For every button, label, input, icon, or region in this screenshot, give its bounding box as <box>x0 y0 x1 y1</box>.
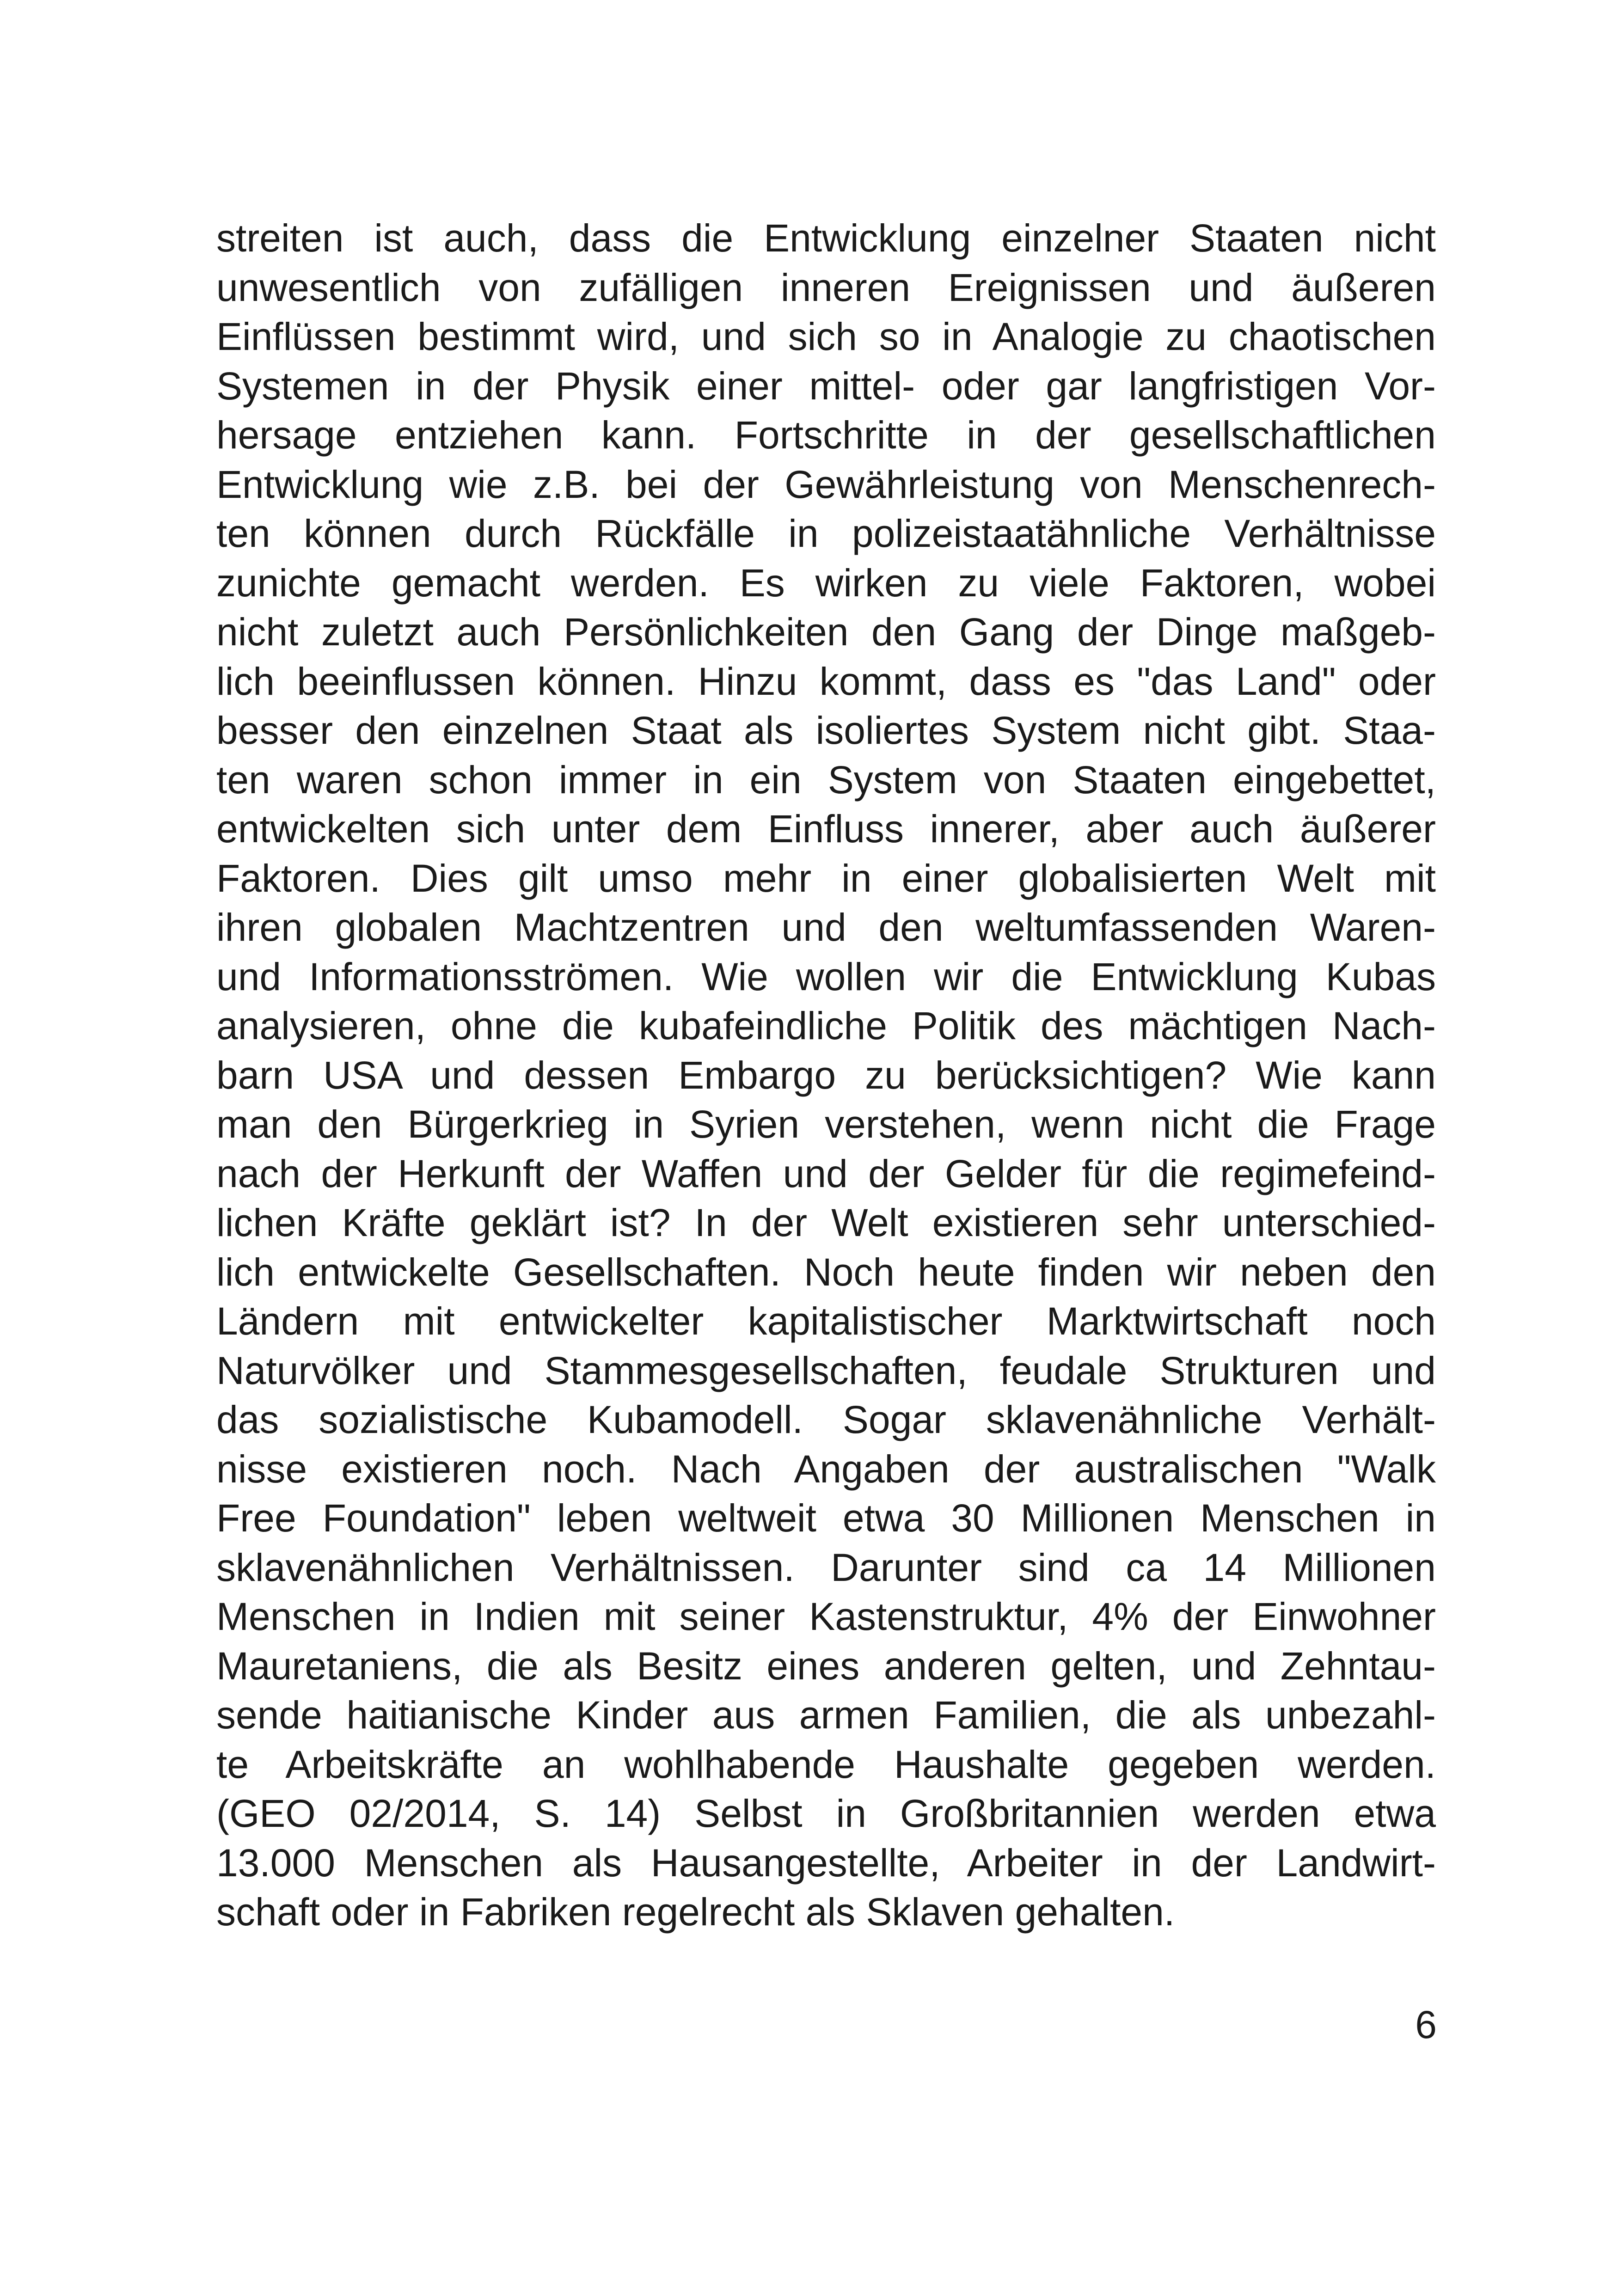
text-line: Entwicklung wie z.B. bei der Gewährleistung von Menschenrech- <box>216 462 1436 506</box>
text-line: besser den einzelnen Staat als isoliertes System nicht gibt. Staa- <box>216 709 1436 752</box>
text-line: man den Bürgerkrieg in Syrien verstehen, wenn nicht die Frage <box>216 1102 1436 1146</box>
page-number: 6 <box>1415 2003 1437 2046</box>
text-line: streiten ist auch, dass die Entwicklung einzelner Staaten nicht <box>216 216 1436 260</box>
text-line: zunichte gemacht werden. Es wirken zu viele Faktoren, wobei <box>216 561 1436 605</box>
text-line: nicht zuletzt auch Persönlichkeiten den Gang der Dinge maßgeb- <box>216 610 1436 654</box>
text-line: lichen Kräfte geklärt ist? In der Welt existieren sehr unterschied- <box>216 1201 1436 1244</box>
text-line: ten waren schon immer in ein System von Staaten eingebettet, <box>216 758 1436 802</box>
text-line: hersage entziehen kann. Fortschritte in der gesellschaftlichen <box>216 413 1436 457</box>
text-line: Mauretaniens, die als Besitz eines anderen gelten, und Zehntau- <box>216 1644 1436 1688</box>
text-line: das sozialistische Kubamodell. Sogar sklavenähnliche Verhält- <box>216 1398 1436 1441</box>
text-line: nach der Herkunft der Waffen und der Gelder für die regimefeind- <box>216 1151 1436 1195</box>
text-line: entwickelten sich unter dem Einfluss innerer, aber auch äußerer <box>216 807 1436 851</box>
text-line: Ländern mit entwickelter kapitalistischer Marktwirtschaft noch <box>216 1299 1436 1343</box>
text-line: barn USA und dessen Embargo zu berücksichtigen? Wie kann <box>216 1053 1436 1097</box>
text-line: und Informationsströmen. Wie wollen wir die Entwicklung Kubas <box>216 955 1436 998</box>
text-line: (GEO 02/2014, S. 14) Selbst in Großbritannien werden etwa <box>216 1792 1436 1835</box>
text-line: Systemen in der Physik einer mittel- oder gar langfristigen Vor- <box>216 364 1436 408</box>
text-line: unwesentlich von zufälligen inneren Ereignissen und äußeren <box>216 265 1436 309</box>
text-line: schaft oder in Fabriken regelrecht als Sklaven gehalten. <box>216 1890 1175 1934</box>
text-line: ten können durch Rückfälle in polizeistaatähnliche Verhältnisse <box>216 512 1436 555</box>
text-line: Naturvölker und Stammesgesellschaften, feudale Strukturen und <box>216 1348 1436 1392</box>
text-line: Faktoren. Dies gilt umso mehr in einer globalisierten Welt mit <box>216 856 1436 900</box>
text-line: lich entwickelte Gesellschaften. Noch heute finden wir neben den <box>216 1250 1436 1294</box>
text-line: lich beeinflussen können. Hinzu kommt, dass es "das Land" oder <box>216 659 1436 703</box>
text-line: Free Foundation" leben weltweit etwa 30 Millionen Menschen in <box>216 1496 1436 1540</box>
text-line: Menschen in Indien mit seiner Kastenstruktur, 4% der Einwohner <box>216 1595 1436 1638</box>
text-line: nisse existieren noch. Nach Angaben der australischen "Walk <box>216 1447 1436 1491</box>
text-line: te Arbeitskräfte an wohlhabende Haushalte gegeben werden. <box>216 1742 1436 1786</box>
body-text <box>216 214 1436 1937</box>
text-line: analysieren, ohne die kubafeindliche Politik des mächtigen Nach- <box>216 1004 1436 1047</box>
text-line: sklavenähnlichen Verhältnissen. Darunter sind ca 14 Millionen <box>216 1545 1436 1589</box>
text-line: ihren globalen Machtzentren und den weltumfassenden Waren- <box>216 906 1436 949</box>
text-line: sende haitianische Kinder aus armen Familien, die als unbezahl- <box>216 1693 1436 1737</box>
text-line: Einflüssen bestimmt wird, und sich so in Analogie zu chaotischen <box>216 315 1436 358</box>
text-line: 13.000 Menschen als Hausangestellte, Arbeiter in der Landwirt- <box>216 1841 1436 1885</box>
